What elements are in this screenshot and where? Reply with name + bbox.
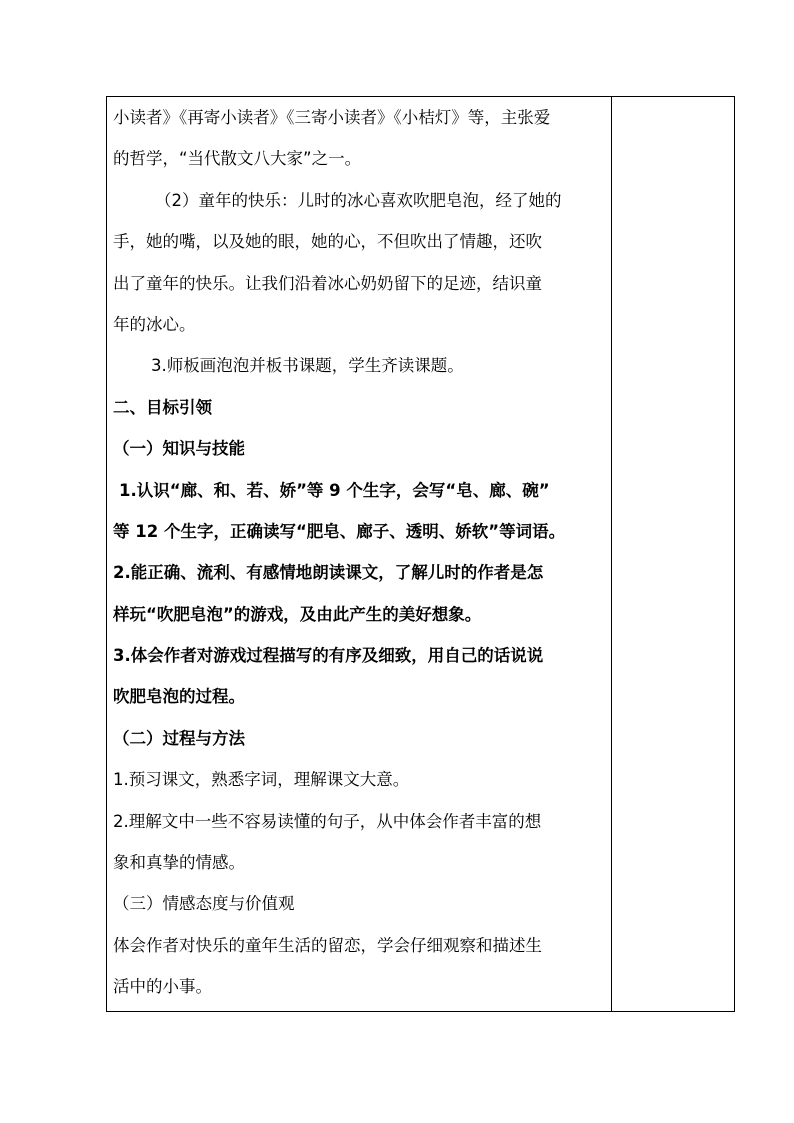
text-line: 1.预习课文，熟悉字词，理解课文大意。 — [113, 770, 410, 790]
text-line: 2.理解文中一些不容易读懂的句子，从中体会作者丰富的想 — [113, 811, 542, 831]
section-heading: 二、目标引领 — [113, 397, 212, 417]
subsection-heading: （三）情感态度与价值观 — [113, 894, 295, 914]
objective-item: 等 12 个生字，正确读写“肥皂、廊子、透明、娇软”等词语。 — [113, 521, 566, 541]
text-line: 3.师板画泡泡并板书课题，学生齐读课题。 — [151, 356, 464, 376]
objective-item: 2.能正确、流利、有感情地朗读课文，了解儿时的作者是怎 — [113, 563, 544, 583]
notes-cell — [612, 97, 734, 1011]
objective-item: 1.认识“廊、和、若、娇”等 9 个生字，会写“皂、廊、碗” — [119, 480, 550, 500]
objective-item: 3.体会作者对游戏过程描写的有序及细致，用自己的话说说 — [113, 646, 544, 666]
subsection-heading: （二）过程与方法 — [113, 728, 245, 748]
text-line: 年的冰心。 — [113, 314, 196, 334]
subsection-heading: （一）知识与技能 — [113, 439, 245, 459]
lesson-table — [106, 96, 735, 1012]
text-line: 手，她的嘴，以及她的眼，她的心，不但吹出了情趣，还吹 — [113, 232, 542, 252]
objective-item: 样玩“吹肥皂泡”的游戏，及由此产生的美好想象。 — [113, 604, 482, 624]
text-line: 活中的小事。 — [113, 977, 212, 997]
text-line: 小读者》《再寄小读者》《三寄小读者》《小桔灯》等，主张爱 — [113, 108, 551, 127]
text-line: （2）童年的快乐：儿时的冰心喜欢吹肥皂泡，经了她的 — [155, 190, 562, 210]
text-line: 出了童年的快乐。让我们沿着冰心奶奶留下的足迹，结识童 — [113, 273, 542, 293]
text-line: 象和真挚的情感。 — [113, 853, 245, 873]
lesson-content-cell — [113, 97, 609, 1008]
text-line: 体会作者对快乐的童年生活的留恋，学会仔细观察和描述生 — [113, 935, 542, 955]
text-line: 的哲学，“当代散文八大家”之一。 — [113, 149, 362, 169]
objective-item: 吹肥皂泡的过程。 — [113, 687, 245, 707]
